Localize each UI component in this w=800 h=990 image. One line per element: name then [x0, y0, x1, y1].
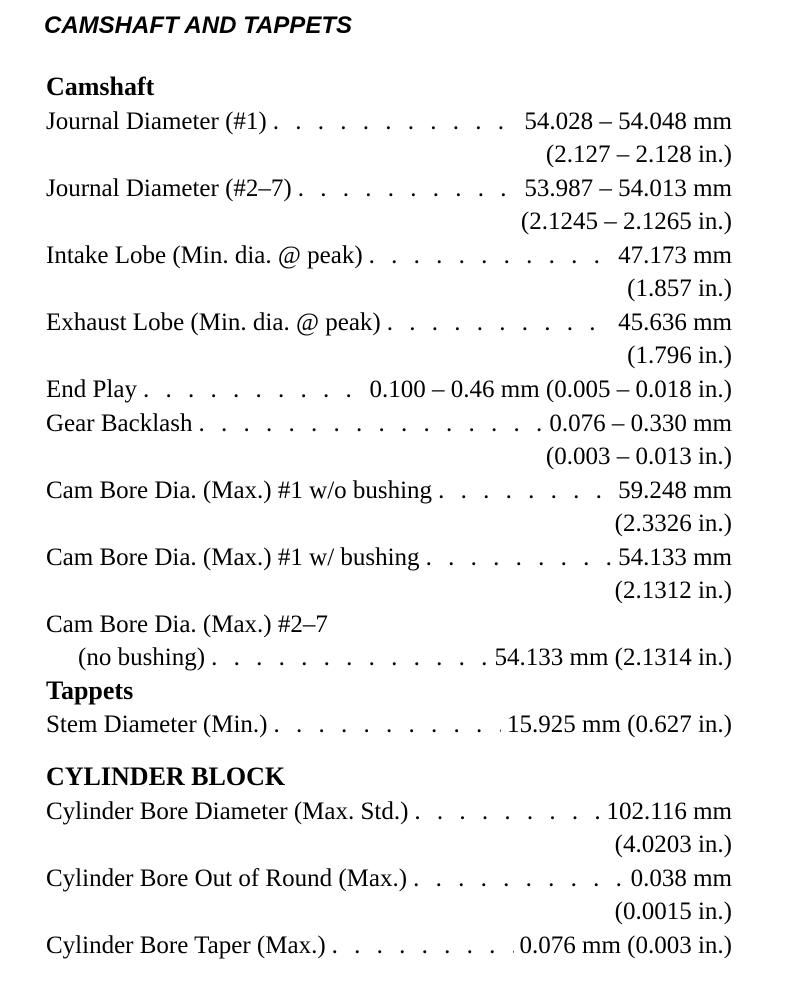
- spec-label: Cylinder Bore Diameter (Max. Std.): [46, 798, 409, 825]
- spec-row-journal-2-7: [46, 175, 732, 208]
- leader-dots: [273, 108, 519, 136]
- leader-dots: [369, 242, 612, 270]
- spec-value: 0.100 – 0.46 mm (0.005 – 0.018 in.): [369, 376, 732, 403]
- spec-value: 54.028 – 54.048 mm: [524, 108, 732, 135]
- spec-row-cylinder-bore-taper: [46, 932, 732, 965]
- spec-row-gear-backlash: [46, 410, 732, 443]
- spec-value-imperial: (2.1245 – 2.1265 in.): [520, 208, 732, 235]
- spec-label: Journal Diameter (#1): [46, 108, 267, 135]
- leader-dots: [414, 798, 600, 826]
- spec-row-end-play: [46, 376, 732, 409]
- spec-value-imperial: (1.857 in.): [627, 275, 732, 302]
- spec-label: Intake Lobe (Min. dia. @ peak): [46, 242, 363, 269]
- spec-value-imperial: (2.3326 in.): [614, 510, 732, 537]
- spec-value: 0.076 mm (0.003 in.): [519, 932, 732, 959]
- spec-label: Journal Diameter (#2–7): [46, 175, 292, 202]
- spec-label: Cam Bore Dia. (Max.) #1 w/o bushing: [46, 477, 433, 504]
- spec-row-cylinder-bore-out-of-round: [46, 865, 732, 898]
- spec-label: Cylinder Bore Taper (Max.): [46, 932, 326, 959]
- spec-value: 47.173 mm: [618, 242, 732, 269]
- spec-label: Cylinder Bore Out of Round (Max.): [46, 865, 408, 892]
- spec-row-intake-lobe: [46, 242, 732, 275]
- spec-label: End Play: [46, 376, 137, 403]
- leader-dots: [332, 932, 514, 960]
- spec-value: 54.133 mm (2.1314 in.): [494, 644, 732, 671]
- leader-dots: [438, 477, 612, 505]
- tappets-heading: Tappets: [46, 676, 134, 705]
- spec-value: 53.987 – 54.013 mm: [524, 175, 732, 202]
- spec-value-imperial: (0.0015 in.): [614, 898, 732, 925]
- leader-dots: [273, 711, 501, 739]
- spec-value-imperial: (4.0203 in.): [614, 831, 732, 858]
- spec-value: 54.133 mm: [618, 544, 732, 571]
- leader-dots: [298, 175, 519, 203]
- spec-row-cam-bore-2-7: [46, 644, 732, 677]
- spec-value: 15.925 mm (0.627 in.): [507, 711, 732, 738]
- spec-value: 0.076 – 0.330 mm: [549, 410, 732, 437]
- spec-value: 0.038 mm: [630, 865, 732, 892]
- camshaft-heading: Camshaft: [46, 72, 155, 101]
- spec-row-cylinder-bore-diameter: [46, 798, 732, 831]
- leader-dots: [387, 309, 612, 337]
- spec-value-imperial: (2.1312 in.): [614, 577, 732, 604]
- spec-value-imperial: (0.003 – 0.013 in.): [545, 443, 732, 470]
- spec-label: Cam Bore Dia. (Max.) #1 w/ bushing: [46, 544, 420, 571]
- spec-label-cam-bore-2-7: Cam Bore Dia. (Max.) #2–7: [46, 611, 328, 638]
- spec-row-stem-diameter: [46, 711, 732, 744]
- spec-label: Exhaust Lobe (Min. dia. @ peak): [46, 309, 381, 336]
- leader-dots: [426, 544, 613, 572]
- spec-value: 45.636 mm: [618, 309, 732, 336]
- spec-row-journal-1: [46, 108, 732, 141]
- leader-dots: [413, 865, 625, 893]
- spec-row-cam-bore-1-without-bushing: [46, 477, 732, 510]
- spec-label: Gear Backlash: [46, 410, 193, 437]
- spec-value-imperial: (1.796 in.): [627, 342, 732, 369]
- spec-label: Stem Diameter (Min.): [46, 711, 268, 738]
- spec-row-exhaust-lobe: [46, 309, 732, 342]
- spec-value: 59.248 mm: [618, 477, 732, 504]
- leader-dots: [198, 410, 543, 438]
- leader-dots: [143, 376, 364, 404]
- spec-label: (no bushing): [78, 644, 206, 671]
- leader-dots: [211, 644, 488, 672]
- cylinder-block-heading: CYLINDER BLOCK: [46, 762, 286, 791]
- spec-row-cam-bore-1-with-bushing: [46, 544, 732, 577]
- spec-value: 102.116 mm: [606, 798, 732, 825]
- spec-value-imperial: (2.127 – 2.128 in.): [545, 141, 732, 168]
- page-title: CAMSHAFT AND TAPPETS: [44, 12, 352, 39]
